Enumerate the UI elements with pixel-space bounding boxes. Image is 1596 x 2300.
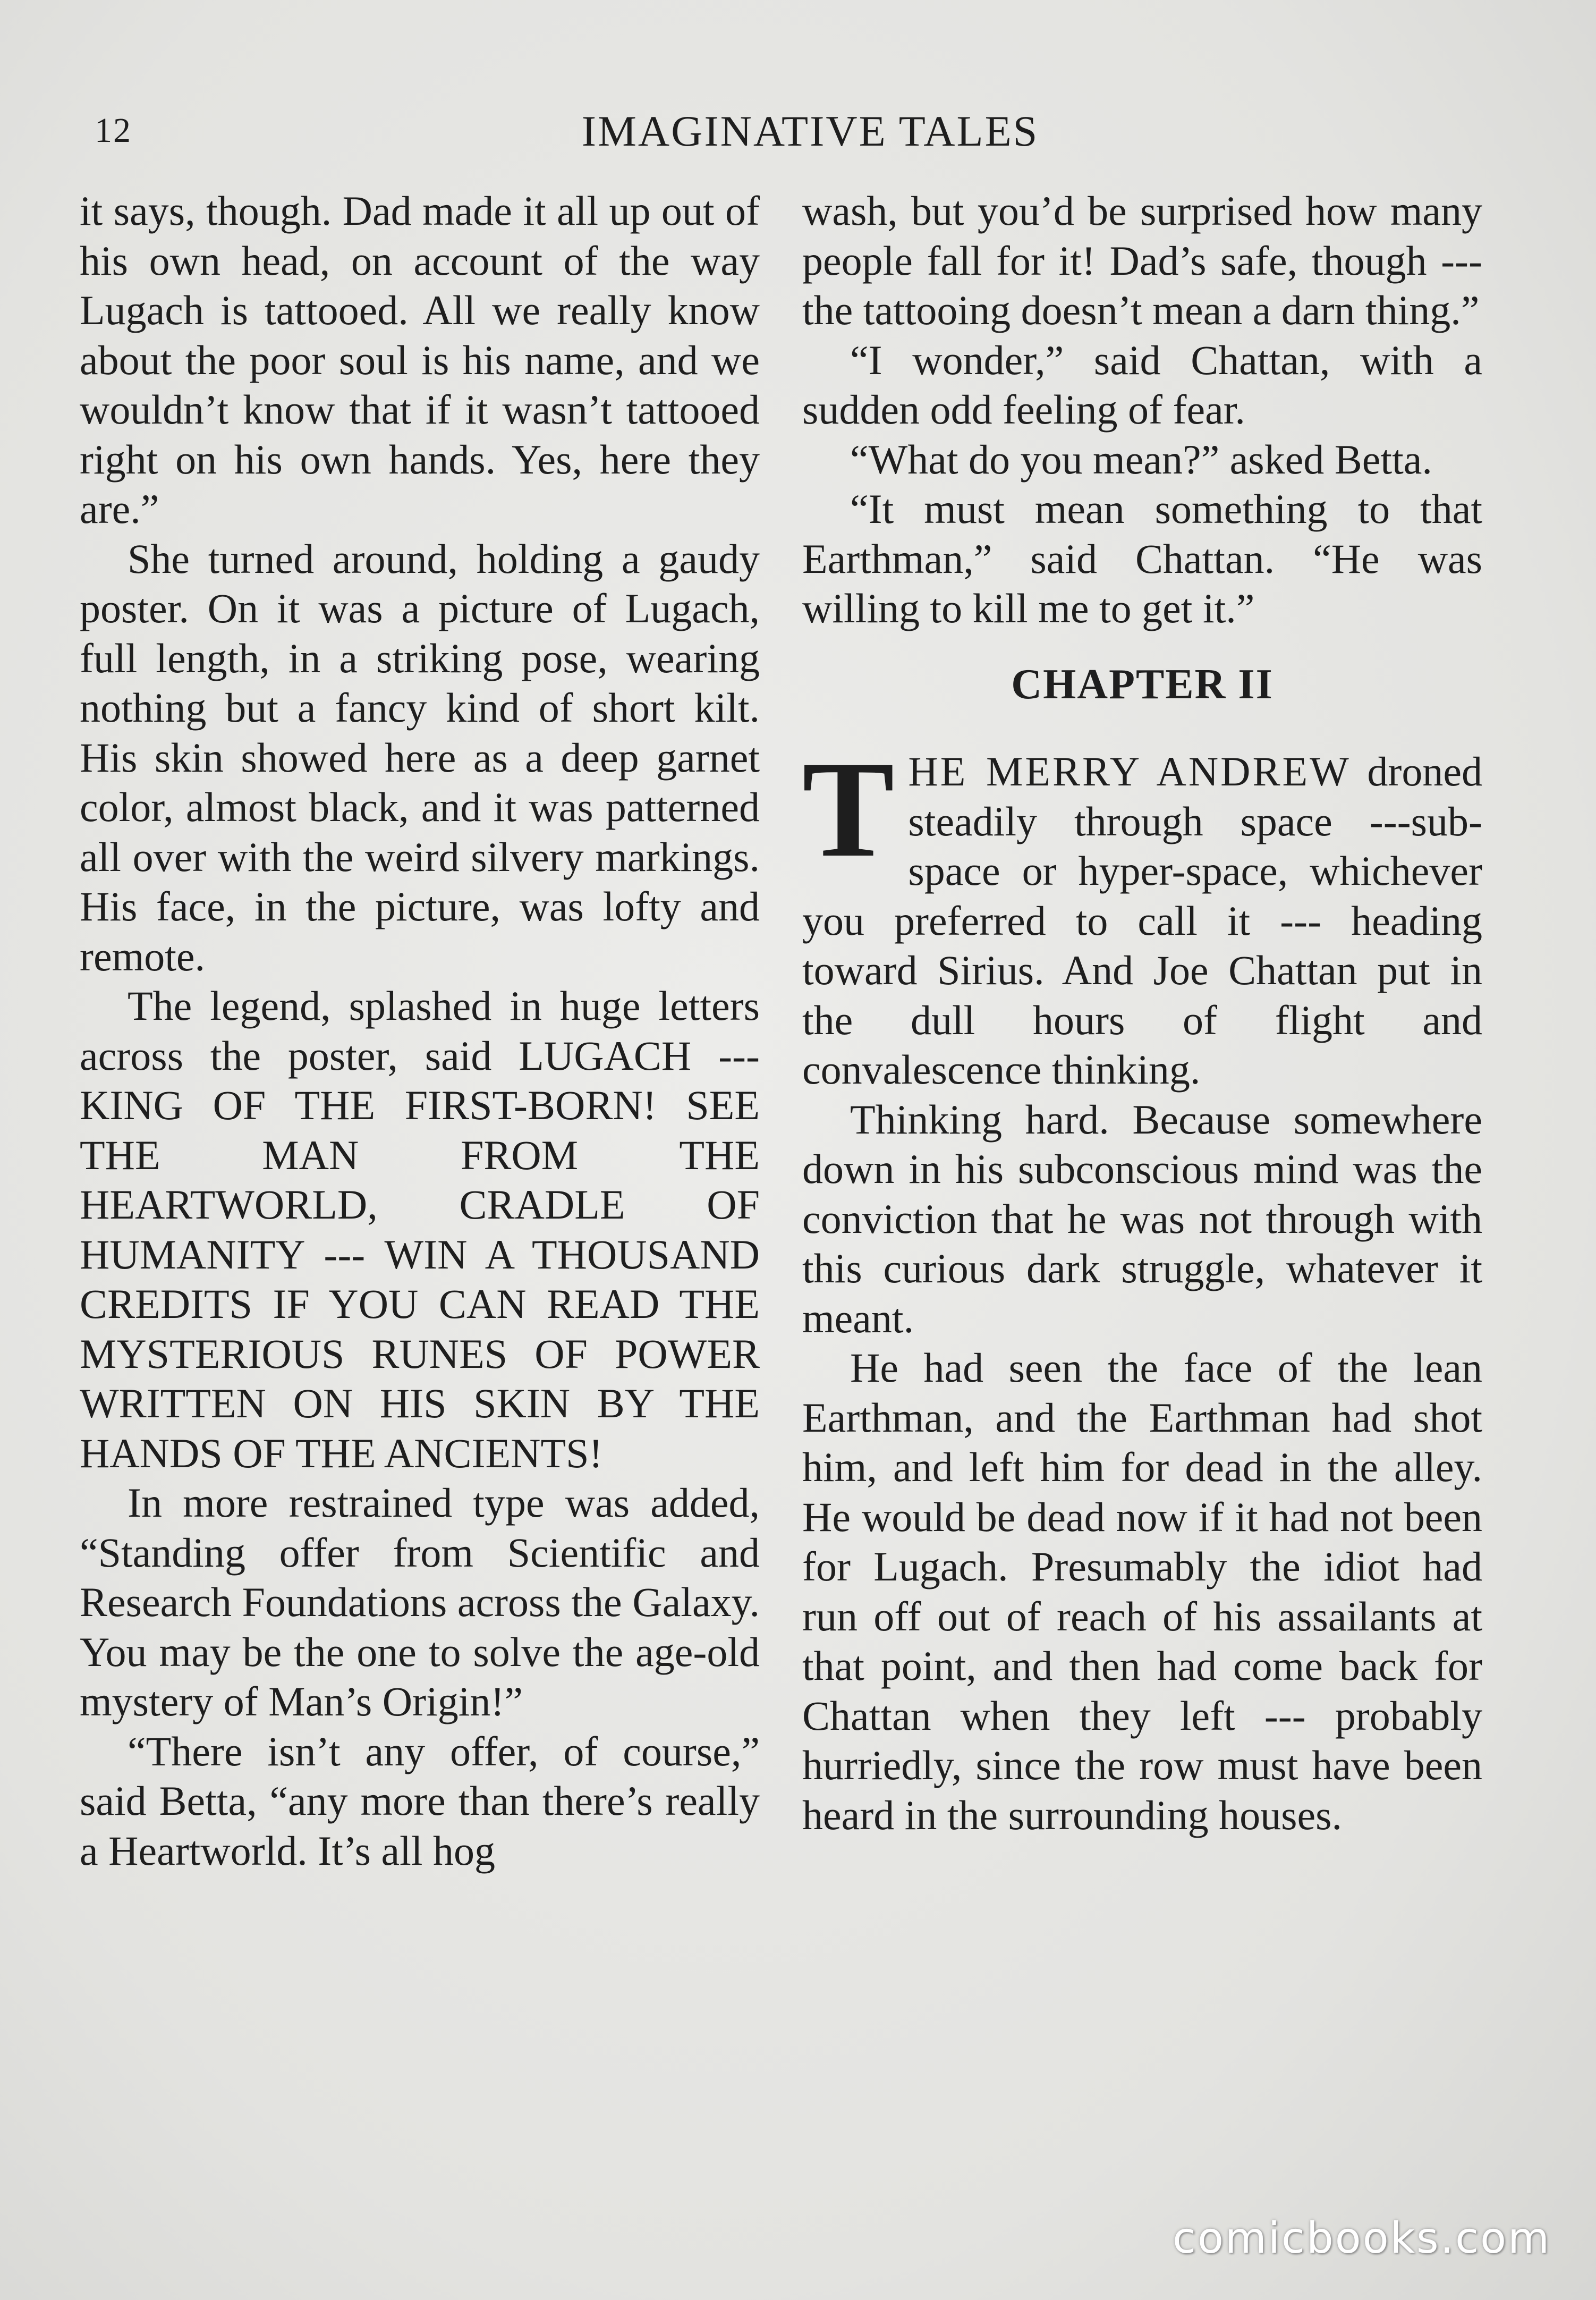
paragraph: “What do you mean?” asked Betta. [850,436,1432,483]
paragraph: “It must mean something to that Earthman,” said Chattan. “He was willing to kill me to get it.” [802,486,1482,631]
page-number: 12 [95,111,132,150]
paragraph: The legend, splashed in huge letters across the poster, said LUGACH --- KING OF THE FIRST-BORN! SEE THE MAN FROM THE HEARTWORLD, CRADLE OF HUMANITY --- WIN A THOUSAND CREDITS IF YOU CAN READ THE MYSTERIOUS RUNES OF POWER WRITTEN ON HIS SKIN BY THE HANDS OF THE ANCIENTS! [80,983,760,1476]
right-column [802,186,1482,1840]
ship-name: HE MERRY ANDREW [908,748,1351,794]
drop-cap: T [802,733,895,886]
left-column [80,186,760,1875]
chapter-heading: CHAPTER II [1011,661,1274,708]
watermark: comicbooks.com [1172,2213,1551,2263]
paragraph: it says, though. Dad made it all up out of his own head, on account of the way Lugach is tattooed. All we really know about the poor soul is his name, and we wouldn’t know that if it wasn’t tattooed right on his own hands. Yes, here they are.” [80,188,760,532]
paragraph: She turned around, holding a gaudy poster. On it was a picture of Lugach, full length, in a striking pose, wearing nothing but a fancy kind of short kilt. His skin showed here as a deep garnet color, almost black, and it was patterned all over with the weird silvery markings. His face, in the picture, was lofty and remote. [80,535,760,979]
running-title: IMAGINATIVE TALES [581,107,1039,155]
paragraph: Thinking hard. Because somewhere down in his subconscious mind was the conviction that he was not through with this curious dark struggle, whatever it meant. [802,1096,1482,1341]
paragraph: In more restrained type was added, “Standing offer from Scientific and Research Foundations across the Galaxy. You may be the one to solve the age-old mystery of Man’s Origin!” [80,1479,760,1724]
paragraph: He had seen the face of the lean Earthman, and the Earthman had shot him, and left him for dead in the alley. He would be dead now if it had not been for Lugach. Presumably the idiot had run off out of reach of his assailants at that point, and then had come back for Chattan when they left --- probably hurriedly, since the row must have been heard in the surrounding houses. [802,1345,1482,1838]
paragraph: wash, but you’d be surprised how many people fall for it! Dad’s safe, though --- the tattooing doesn’t mean a darn thing.” [802,188,1482,333]
chapter-opening-paragraph [802,733,1482,1095]
paragraph: “I wonder,” said Chattan, with a sudden odd feeling of fear. [802,336,1482,433]
paragraph: “There isn’t any offer, of course,” said Betta, “any more than there’s really a Heartworld. It’s all hog [80,1728,760,1874]
paragraph-text: droned steadily through space ---sub-space or hyper-space, whichever you preferred to call it --- heading toward Sirius. And Joe Chattan put in the dull hours of flight and convalescence thinking. [802,748,1482,1093]
